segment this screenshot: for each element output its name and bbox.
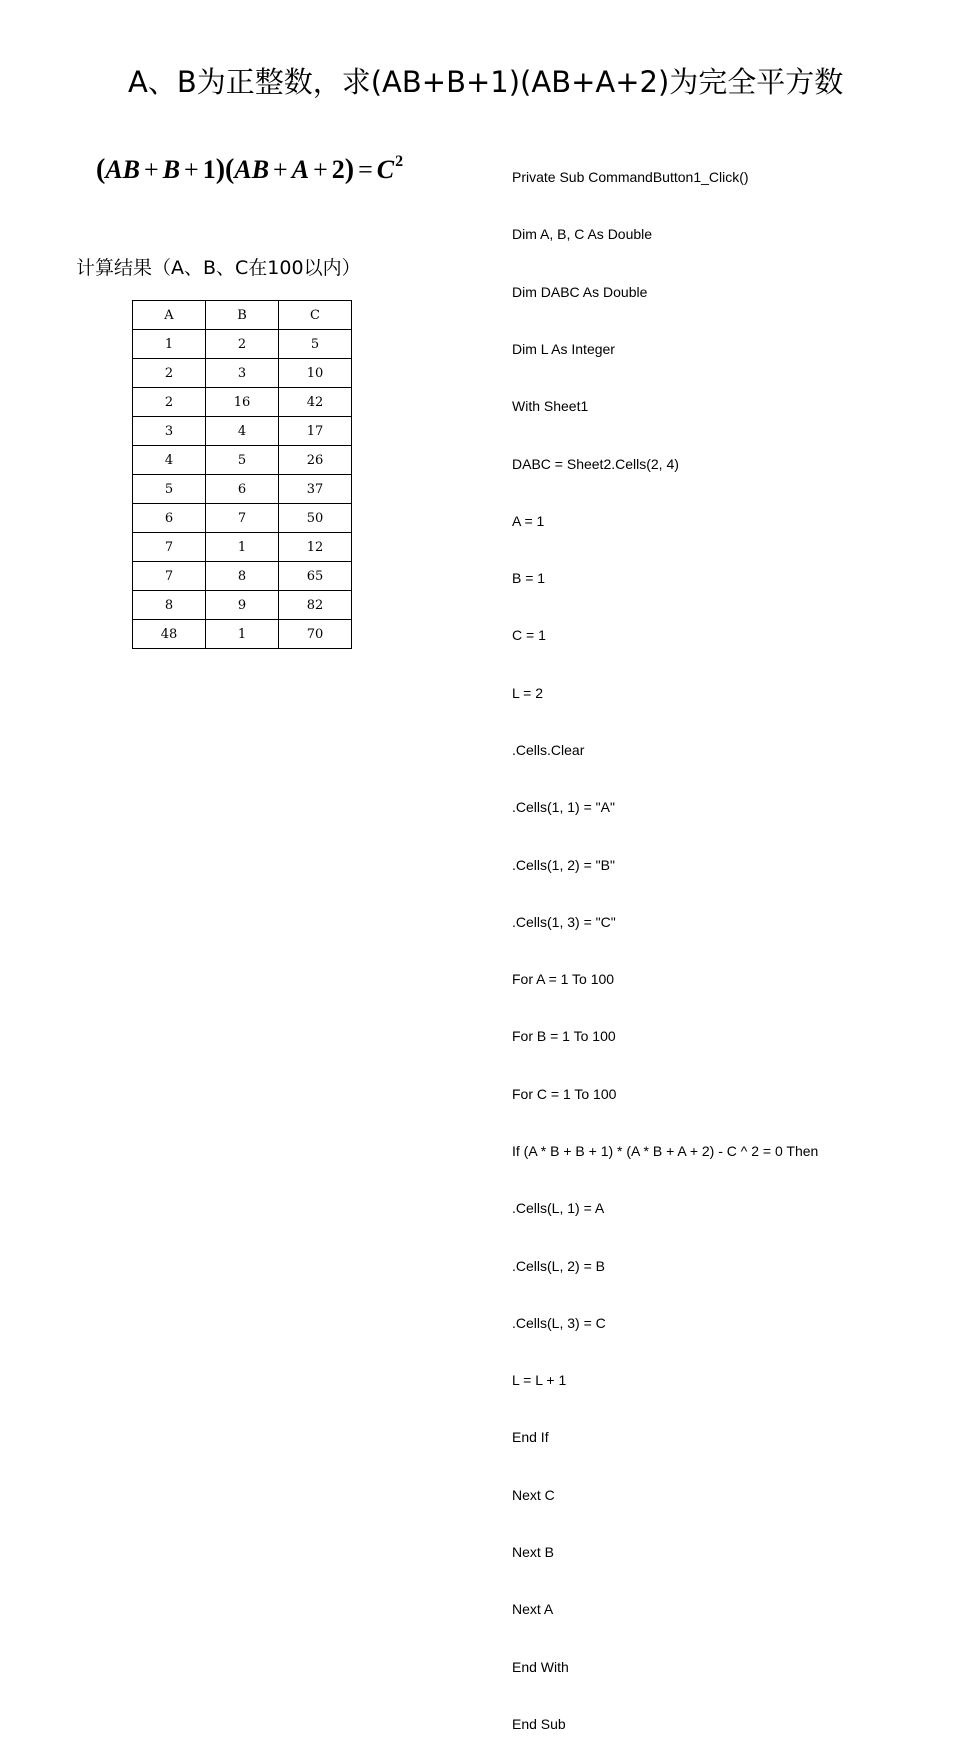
table-cell: 26 xyxy=(279,446,352,475)
table-header-row xyxy=(133,301,352,330)
equation-paren: ) xyxy=(215,154,226,185)
table-row xyxy=(133,359,352,388)
code-line: .Cells(L, 1) = A xyxy=(512,1200,605,1217)
table-row xyxy=(133,533,352,562)
table-cell: 2 xyxy=(206,330,279,359)
equation-paren: ( xyxy=(225,154,235,185)
table-row xyxy=(133,388,352,417)
table-cell: 3 xyxy=(206,359,279,388)
table-row xyxy=(133,417,352,446)
table-cell: 7 xyxy=(133,533,206,562)
table-cell: 5 xyxy=(206,446,279,475)
code-line: C = 1 xyxy=(512,627,546,644)
equation-operator: + xyxy=(144,155,159,184)
code-line: .Cells(1, 3) = "C" xyxy=(512,913,616,930)
table-cell: 17 xyxy=(279,417,352,446)
table-cell: 6 xyxy=(133,504,206,533)
code-line: A = 1 xyxy=(512,512,545,529)
code-line: Dim A, B, C As Double xyxy=(512,226,653,243)
equation-operator: + xyxy=(273,155,288,184)
equation-number: 1 xyxy=(202,155,216,184)
table-cell: 7 xyxy=(206,504,279,533)
table-cell: 50 xyxy=(279,504,352,533)
slide-title: A、B为正整数，求(AB+B+1)(AB+A+2)为完全平方数 xyxy=(128,65,844,99)
table-cell: 6 xyxy=(206,475,279,504)
code-line: .Cells(1, 1) = "A" xyxy=(512,799,615,816)
table-cell: 82 xyxy=(279,591,352,620)
code-line: With Sheet1 xyxy=(512,398,589,415)
table-cell: 7 xyxy=(133,562,206,591)
results-table xyxy=(132,300,352,649)
code-line: .Cells(1, 2) = "B" xyxy=(512,856,615,873)
equation-term: AB xyxy=(105,155,141,184)
equation-term: AB xyxy=(234,155,270,184)
table-row xyxy=(133,591,352,620)
equation-number: 2 xyxy=(331,155,345,184)
table-cell: 4 xyxy=(133,446,206,475)
table-cell: 16 xyxy=(206,388,279,417)
table-cell: 8 xyxy=(206,562,279,591)
table-row xyxy=(133,475,352,504)
equation-operator: = xyxy=(358,155,373,184)
equation-term: B xyxy=(162,155,181,184)
code-line: .Cells(L, 3) = C xyxy=(512,1314,606,1331)
column-header: C xyxy=(279,301,352,330)
table-cell: 37 xyxy=(279,475,352,504)
table-row xyxy=(133,562,352,591)
equation-paren: ) xyxy=(344,154,355,185)
code-line: Next B xyxy=(512,1543,555,1560)
table-cell: 1 xyxy=(133,330,206,359)
table-cell: 42 xyxy=(279,388,352,417)
table-cell: 1 xyxy=(206,620,279,649)
equation-term: A xyxy=(291,155,310,184)
table-cell: 2 xyxy=(133,359,206,388)
table-row xyxy=(133,330,352,359)
code-line: B = 1 xyxy=(512,570,546,587)
code-line: Dim L As Integer xyxy=(512,341,615,358)
table-cell: 65 xyxy=(279,562,352,591)
table-cell: 4 xyxy=(206,417,279,446)
table-cell: 48 xyxy=(133,620,206,649)
table-cell: 9 xyxy=(206,591,279,620)
table-cell: 5 xyxy=(133,475,206,504)
table-cell: 12 xyxy=(279,533,352,562)
code-line: Next C xyxy=(512,1486,555,1503)
code-line: Dim DABC As Double xyxy=(512,283,648,300)
code-line: End With xyxy=(512,1658,569,1675)
code-line: .Cells(L, 2) = B xyxy=(512,1257,605,1274)
equation-paren: ( xyxy=(96,154,106,185)
table-row xyxy=(133,620,352,649)
code-line: .Cells.Clear xyxy=(512,742,585,758)
table-cell: 2 xyxy=(133,388,206,417)
vba-code-listing xyxy=(512,130,818,1753)
table-cell: 10 xyxy=(279,359,352,388)
table-cell: 5 xyxy=(279,330,352,359)
code-line: For C = 1 To 100 xyxy=(512,1085,617,1102)
table-row xyxy=(133,504,352,533)
code-line: DABC = Sheet2.Cells(2, 4) xyxy=(512,455,679,472)
code-line: L = L + 1 xyxy=(512,1372,567,1389)
equation-operator: + xyxy=(184,155,199,184)
code-line: If (A * B + B + 1) * (A * B + A + 2) - C ^ 2 = 0 Then xyxy=(512,1142,819,1159)
equation-term: C xyxy=(376,155,395,184)
code-line: End Sub xyxy=(512,1715,566,1732)
table-cell: 70 xyxy=(279,620,352,649)
table-cell: 1 xyxy=(206,533,279,562)
code-line: For A = 1 To 100 xyxy=(512,971,615,988)
results-heading: 计算结果（A、B、C在100以内） xyxy=(76,257,361,279)
code-line: Next A xyxy=(512,1601,554,1618)
code-line: For B = 1 To 100 xyxy=(512,1028,616,1045)
code-line: L = 2 xyxy=(512,684,544,701)
column-header: B xyxy=(206,301,279,330)
equation-operator: + xyxy=(313,155,328,184)
equation-exponent: 2 xyxy=(395,153,404,170)
table-cell: 8 xyxy=(133,591,206,620)
column-header: A xyxy=(133,301,206,330)
table-row xyxy=(133,446,352,475)
code-line: End If xyxy=(512,1429,549,1446)
equation xyxy=(96,142,403,190)
code-line: Private Sub CommandButton1_Click() xyxy=(512,169,749,186)
table-cell: 3 xyxy=(133,417,206,446)
